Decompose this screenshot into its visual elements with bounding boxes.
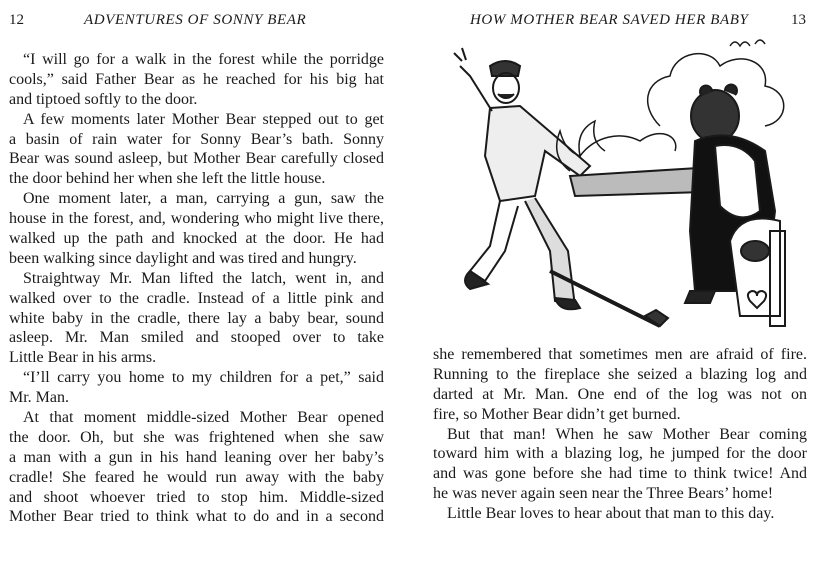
- text-line: Running to the fireplace she seized a blazing log and: [433, 365, 807, 383]
- text-line: a man with a gun in his hand leaning over her baby’s: [9, 448, 384, 466]
- page-number: 12: [9, 12, 24, 28]
- text-line: At that moment middle-sized Mother Bear opened: [23, 409, 384, 427]
- text-line: Straightway Mr. Man lifted the latch, went in, and: [23, 269, 384, 287]
- text-line: Little Bear in his arms.: [9, 349, 157, 367]
- text-line: cradle! She feared he would run away with the baby: [9, 468, 384, 486]
- smoke-illustration: [580, 40, 784, 156]
- running-head: ADVENTURES OF SONNY BEAR: [84, 12, 307, 28]
- text-line: Mother Bear tried to think what to do and in a second: [9, 508, 384, 526]
- text-line: asleep. Mr. Man smiled and stooped over to take: [9, 329, 384, 347]
- text-line: A few moments later Mother Bear stepped out to get: [23, 110, 384, 128]
- text-line: he was never again seen near the Three Bears’ home!: [433, 485, 774, 503]
- text-line: toward him with a blazing log, he jumped for the door: [433, 445, 807, 463]
- text-line: walked up the path and knocked at the door. He had: [9, 230, 384, 248]
- text-line: Mr. Man.: [9, 389, 69, 407]
- text-line: and tiptoed softly to the door.: [9, 90, 198, 108]
- text-line: Bear was sound asleep, but Mother Bear carefully closed: [9, 150, 384, 168]
- text-line: But that man! When he saw Mother Bear coming: [447, 425, 807, 443]
- running-head: HOW MOTHER BEAR SAVED HER BABY: [470, 12, 749, 28]
- text-line: white baby in the cradle, there lay a baby bear, sound: [9, 309, 384, 327]
- text-line: and shoot whoever tried to stop him. Middle-sized: [9, 488, 384, 506]
- text-line: the door. Oh, but she was frightened when she saw: [9, 428, 384, 446]
- text-line: she remembered that sometimes men are afraid of fire.: [433, 346, 807, 363]
- page-number: 13: [791, 12, 806, 28]
- text-line: cools,” said Father Bear as he reached for his big hat: [9, 70, 384, 88]
- text-line: walked over to the cradle. Instead of a little pink and: [9, 289, 384, 307]
- illustration-mother-bear-and-man: [430, 36, 825, 340]
- text-line: fire, so Mother Bear didn’t get burned.: [433, 405, 681, 423]
- text-line: darted at Mr. Man. One end of the log was not on: [433, 385, 807, 403]
- right-page: [418, 0, 835, 561]
- text-line: been walking since daylight and was tired and hungry.: [9, 249, 357, 267]
- text-line: house in the forest, and, wondering who might live there,: [9, 210, 384, 228]
- body-text: [433, 345, 807, 524]
- text-line: the door behind her when she left the little house.: [9, 170, 326, 188]
- body-text: [9, 50, 384, 527]
- man-figure: [454, 48, 590, 309]
- text-line: and was gone before she had time to think twice! And: [433, 465, 807, 483]
- text-line: One moment later, a man, carrying a gun, saw the: [23, 190, 384, 208]
- text-line: “I will go for a walk in the forest while the porridge: [23, 51, 384, 68]
- text-line: Little Bear loves to hear about that man to this day.: [447, 505, 775, 523]
- text-line: a basin of rain water for Sonny Bear’s bath. Sonny: [9, 130, 384, 148]
- cradle-illustration: [730, 219, 785, 327]
- text-line: “I’ll carry you home to my children for a pet,” said: [23, 369, 384, 387]
